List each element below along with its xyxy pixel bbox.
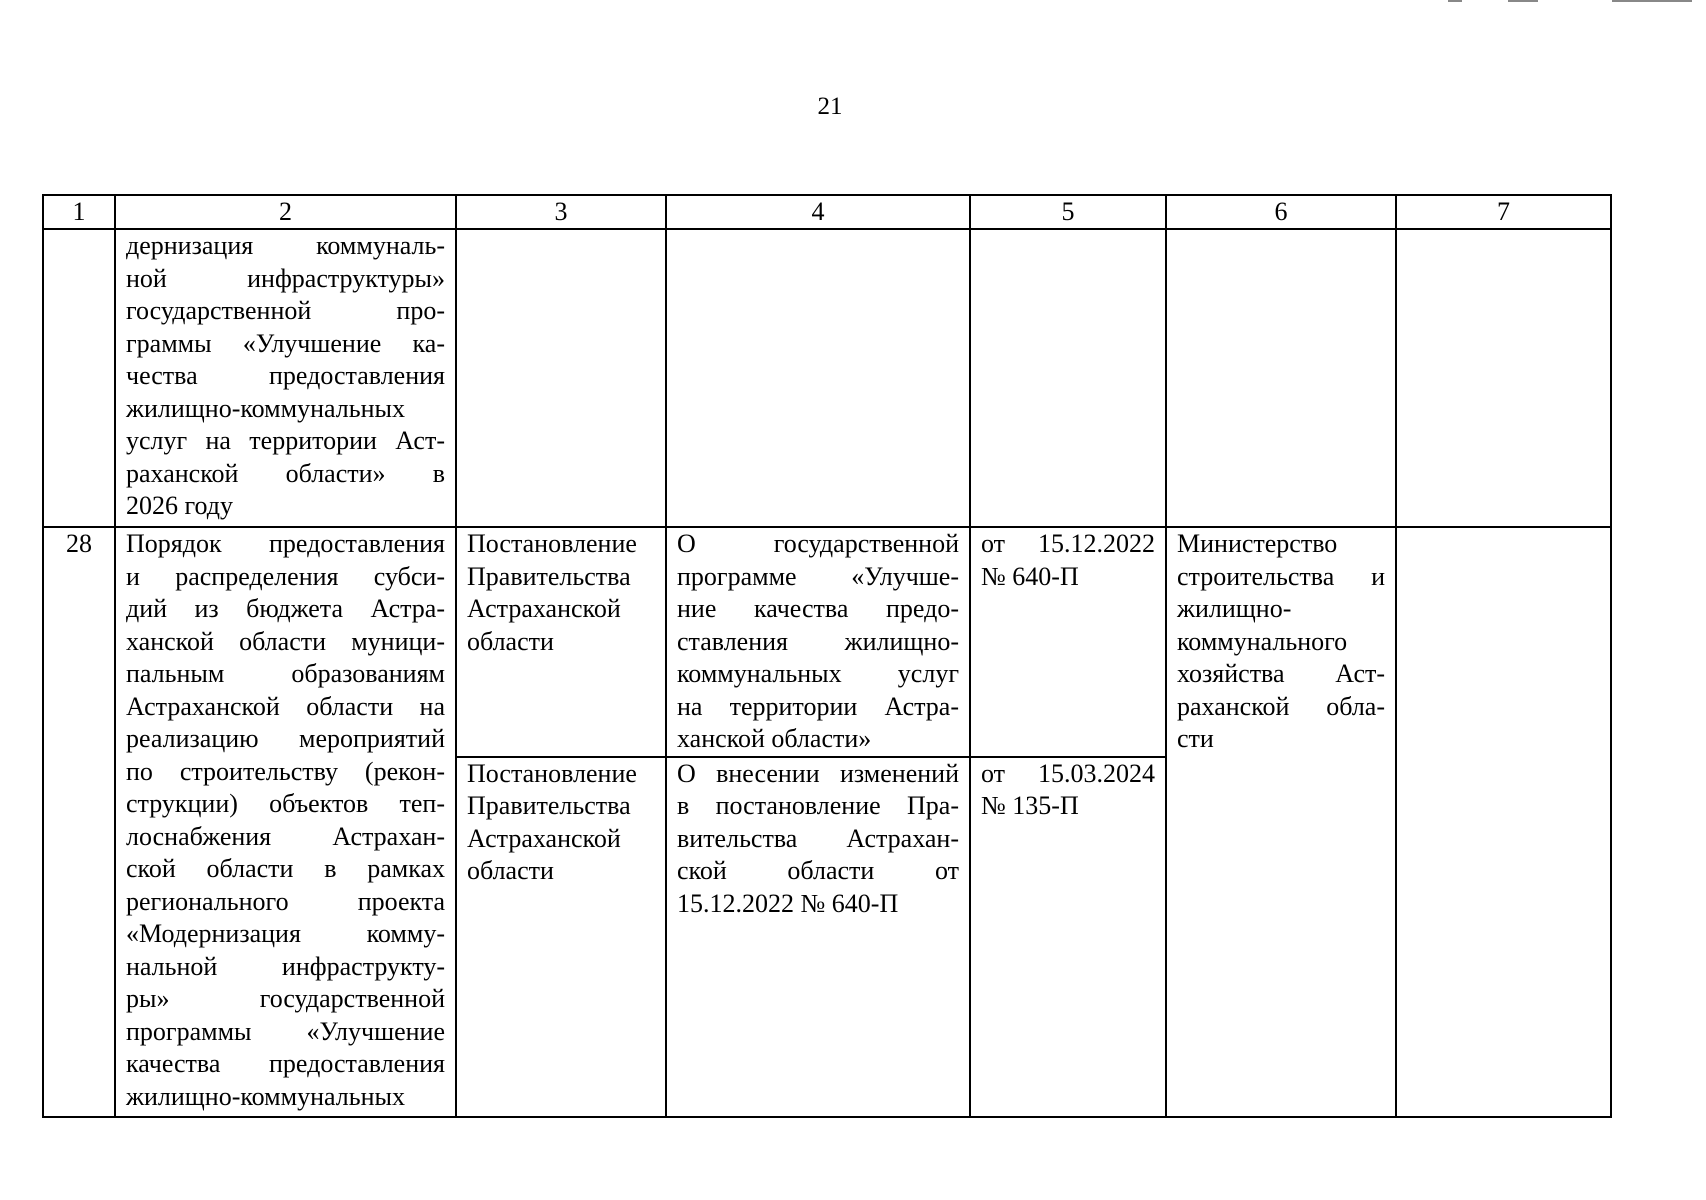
cell-empty xyxy=(456,229,666,527)
text-line: жилищно-коммунальных xyxy=(126,1081,405,1111)
text-line: вительства Астрахан- xyxy=(677,823,959,853)
text-line: от 15.03.2024 xyxy=(981,758,1155,788)
text-line: области xyxy=(467,856,554,885)
text-line: строительства и xyxy=(1177,561,1385,591)
header-col-3: 3 xyxy=(456,195,666,229)
text-line: государственной про- xyxy=(126,296,445,325)
header-col-1: 1 xyxy=(43,195,115,229)
cell-empty xyxy=(1166,229,1396,527)
cell-doc-type xyxy=(456,757,666,1117)
text-line: и распределения субси- xyxy=(126,561,445,591)
text-line: жилищно- xyxy=(1177,594,1292,623)
row-number-cell xyxy=(43,229,115,527)
text-line: от 15.12.2022 xyxy=(981,529,1155,558)
text-line: О государственной xyxy=(677,529,959,558)
header-row xyxy=(43,195,1611,229)
text-line: 15.12.2022 № 640-П xyxy=(677,888,899,918)
text-line: Постановление xyxy=(467,529,637,558)
cell-act-description xyxy=(115,527,456,1117)
cell-empty xyxy=(1396,527,1611,1117)
text-line: коммунальных услуг xyxy=(677,659,959,688)
text-line: коммунального xyxy=(1177,626,1348,656)
text-line: № 640-П xyxy=(981,561,1079,591)
text-line: дернизация коммуналь- xyxy=(126,231,445,260)
scan-edge-mark xyxy=(1448,0,1462,2)
table-row-28 xyxy=(43,527,1611,757)
text-line: Правительства xyxy=(467,561,631,591)
text-line: ры» государственной xyxy=(126,984,445,1013)
scan-edge-mark xyxy=(1508,0,1538,2)
text-line: хозяйства Аст- xyxy=(1177,659,1385,688)
cell-doc-title xyxy=(666,757,970,1117)
scan-edge-mark xyxy=(1612,0,1692,2)
page-number: 21 xyxy=(817,93,843,120)
text-line: сти xyxy=(1177,724,1214,753)
text-line: Астраханской xyxy=(467,823,621,853)
text-line: ханской области муници- xyxy=(126,626,445,656)
cell-responsible-body xyxy=(1166,527,1396,1117)
header-col-2: 2 xyxy=(115,195,456,229)
text-line: ской области от xyxy=(677,856,959,885)
text-line: О внесении изменений xyxy=(677,758,959,788)
text-line: ние качества предо- xyxy=(677,594,959,623)
text-line: качества предоставления xyxy=(126,1049,445,1078)
text-line: ной инфраструктуры» xyxy=(126,263,445,293)
text-line: регионального проекта xyxy=(126,886,445,916)
text-line: лоснабжения Астрахан- xyxy=(126,821,445,851)
text-line: раханской обла- xyxy=(1177,691,1385,721)
text-line: программы «Улучшение xyxy=(126,1016,445,1046)
text-line: на территории Астра- xyxy=(677,691,959,721)
cell-doc-date-number xyxy=(970,757,1166,1117)
text-line: нальной инфраструкту- xyxy=(126,951,445,981)
text-line: программе «Улучше- xyxy=(677,561,959,591)
cell-empty xyxy=(970,229,1166,527)
text-line: ханской области» xyxy=(677,724,872,753)
text-line: Порядок предоставления xyxy=(126,529,445,558)
text-line: Постановление xyxy=(467,758,637,788)
text-line: дий из бюджета Астра- xyxy=(126,594,445,623)
text-line: граммы «Улучшение ка- xyxy=(126,328,445,358)
text-line: раханской области» в xyxy=(126,458,445,488)
cell-act-description xyxy=(115,229,456,527)
text-line: Астраханской xyxy=(467,594,621,623)
text-line: реализацию мероприятий xyxy=(126,724,445,753)
document-table xyxy=(42,194,1612,1118)
cell-doc-type xyxy=(456,527,666,757)
text-line: чества предоставления xyxy=(126,361,445,390)
cell-empty xyxy=(1396,229,1611,527)
text-line: ставления жилищно- xyxy=(677,626,959,656)
cell-doc-title xyxy=(666,527,970,757)
text-line: услуг на территории Аст- xyxy=(126,426,445,455)
text-line: Министерство xyxy=(1177,529,1338,558)
row-number-cell: 28 xyxy=(43,527,115,1117)
text-line: области xyxy=(467,626,554,656)
text-line: по строительству (рекон- xyxy=(126,756,445,786)
header-col-4: 4 xyxy=(666,195,970,229)
header-col-7: 7 xyxy=(1396,195,1611,229)
text-line: № 135-П xyxy=(981,791,1079,820)
header-col-5: 5 xyxy=(970,195,1166,229)
text-line: в постановление Пра- xyxy=(677,791,959,820)
text-line: ской области в рамках xyxy=(126,854,445,883)
text-line: пальным образованиям xyxy=(126,659,445,688)
table-row-continuation xyxy=(43,229,1611,527)
text-line: «Модернизация комму- xyxy=(126,919,445,948)
text-line: струкции) объектов теп- xyxy=(126,789,445,818)
text-line: Астраханской области на xyxy=(126,691,445,721)
cell-empty xyxy=(666,229,970,527)
text-line: Правительства xyxy=(467,791,631,820)
text-line: жилищно-коммунальных xyxy=(126,393,405,423)
cell-doc-date-number xyxy=(970,527,1166,757)
header-col-6: 6 xyxy=(1166,195,1396,229)
text-line: 2026 году xyxy=(126,491,233,520)
